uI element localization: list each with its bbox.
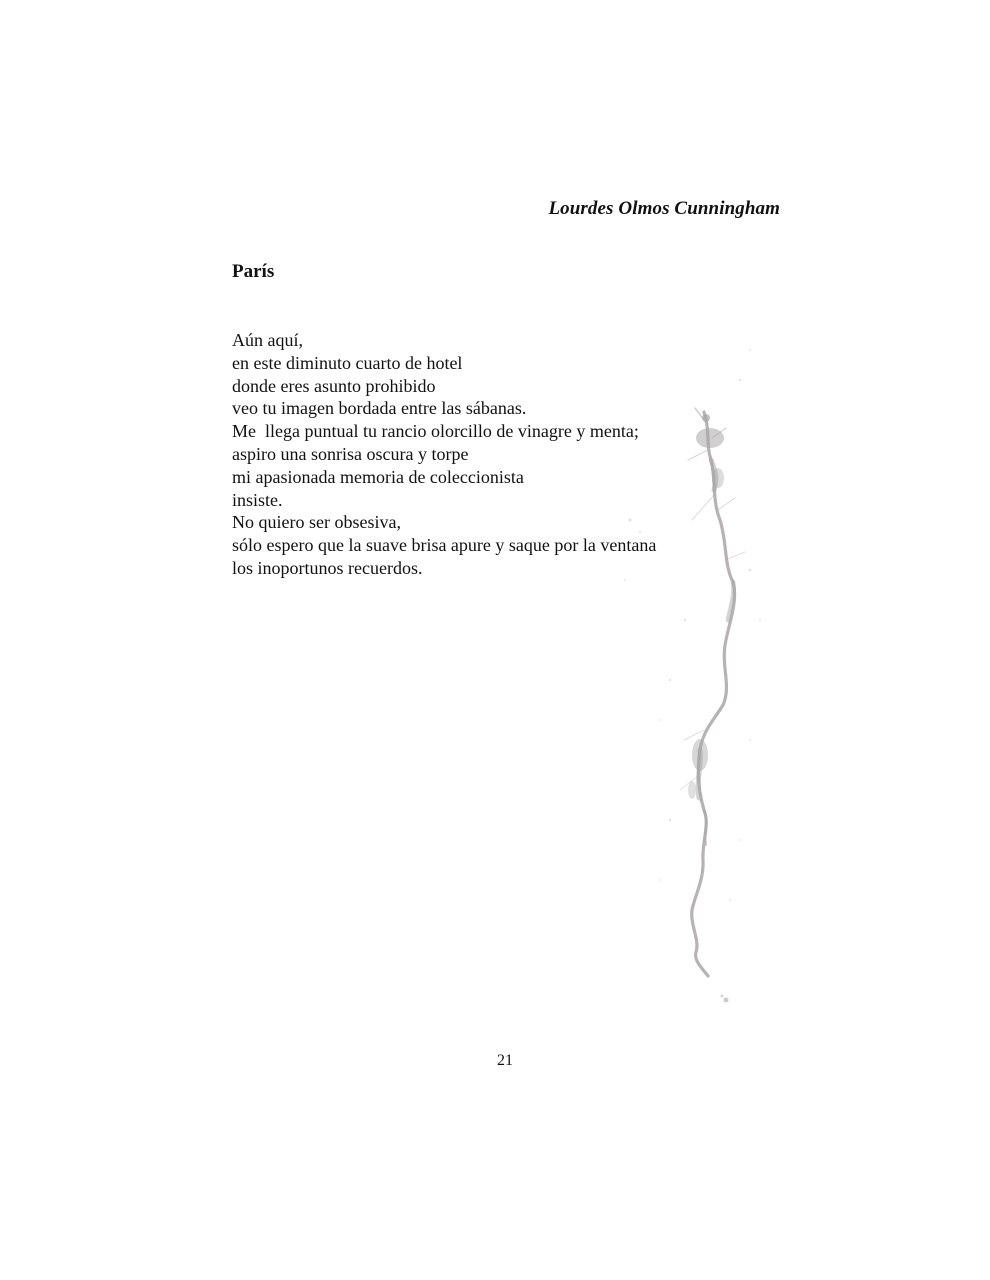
poem-line: mi apasionada memoria de coleccionista <box>232 466 524 487</box>
poem-line: sólo espero que la suave brisa apure y saque por la ventana <box>232 535 657 556</box>
poem-body <box>232 329 752 580</box>
poem-line: No quiero ser obsesiva, <box>232 512 401 533</box>
poem-line: los inoportunos recuerdos. <box>232 557 423 578</box>
poem-line: veo tu imagen bordada entre las sábanas. <box>232 398 527 419</box>
poem-line: insiste. <box>232 489 283 510</box>
poem-line: donde eres asunto prohibido <box>232 375 436 396</box>
poem-line: Me llega puntual tu rancio olorcillo de vinagre y menta; <box>232 421 639 442</box>
poem-line: en este diminuto cuarto de hotel <box>232 352 463 373</box>
poem-title: París <box>232 261 275 282</box>
poem-line: aspiro una sonrisa oscura y torpe <box>232 443 469 464</box>
poem-line: Aún aquí, <box>232 330 303 350</box>
author-name: Lourdes Olmos Cunningham <box>548 198 780 219</box>
page-number: 21 <box>497 1052 513 1069</box>
